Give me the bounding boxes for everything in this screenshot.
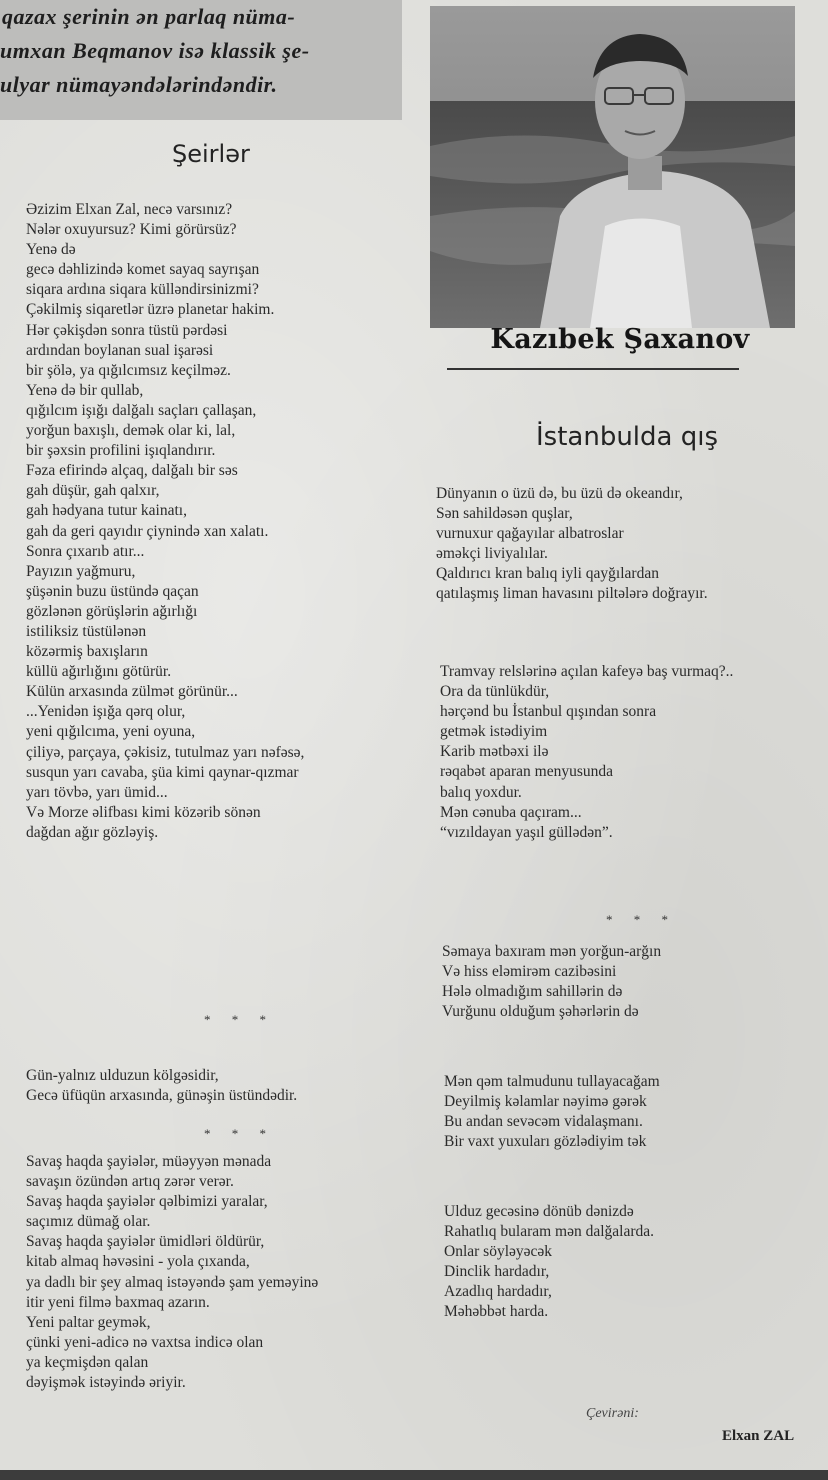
left-poem [26, 200, 304, 843]
poem-line: gah düşür, gah qalxır, [26, 482, 160, 500]
poem-line: qığılcım işığı dalğalı saçları çallaşan, [26, 401, 257, 419]
poem-line: siqara ardına siqara külləndirsinizmi? [26, 281, 259, 299]
poem-line: Gecə üfüqün arxasında, günəşin üstündədir. [26, 1087, 298, 1105]
poem-line: qatılaşmış liman havasını piltələrə doğrayır. [436, 585, 708, 603]
poem-line: Tramvay relslərinə açılan kafeyə baş vurmaq?.. [440, 663, 734, 680]
author-name: Kazıbek Şaxanov [490, 324, 750, 355]
intro-box [0, 0, 402, 120]
translator-name: Elxan ZAL [722, 1428, 795, 1444]
right-stanza-4 [444, 1072, 660, 1152]
section-title: Şeirlər [172, 140, 250, 168]
poem-line: Və hiss eləmirəm cazibəsini [442, 963, 617, 981]
poem-line: bir şəxsin profilini işıqlandırır. [26, 442, 216, 460]
poem-line: rəqabət aparan menyusunda [440, 763, 614, 781]
poem-line: küllü ağırlığını götürür. [26, 663, 172, 681]
left-stanza-3 [26, 1152, 318, 1393]
poem-line: “vızıldayan yaşıl güllədən”. [440, 823, 613, 841]
poem-line: susqun yarı cavaba, şüa kimi qaynar-qızmar [26, 763, 299, 781]
poem-line: itir yeni filmə baxmaq azarın. [26, 1293, 210, 1311]
left-stanza-2 [26, 1066, 297, 1106]
poem-line: dəyişmək istəyində əriyir. [26, 1374, 186, 1392]
poem-line: istiliksiz tüstülənən [26, 622, 147, 640]
poem-line: kitab almaq həvəsini - yola çıxanda, [26, 1253, 250, 1271]
poem-line: Payızın yağmuru, [26, 562, 136, 580]
portrait-image [430, 6, 795, 328]
intro-line: umxan Beqmanov isə klassik şe- [0, 38, 310, 63]
page-edge [0, 1470, 828, 1480]
poem-line: ...Yenidən işığa qərq olur, [26, 703, 186, 721]
poem-line: Onlar söyləyəcək [444, 1243, 553, 1261]
right-stanza-2 [440, 662, 733, 843]
right-stanza-3 [442, 942, 661, 1022]
poem-line: saçımız dümağ olar. [26, 1213, 151, 1231]
translator-label: Çevirəni: [586, 1406, 639, 1421]
stanza-separator: * * * [204, 1126, 275, 1141]
poem-line: yarı tövbə, yarı ümid... [26, 783, 168, 801]
poem-line: Səmaya baxıram mən yorğun-arğın [442, 943, 662, 960]
author-divider [447, 368, 739, 370]
poem-line: Və Morze əlifbası kimi közərib sönən [26, 803, 261, 821]
poem-line: Savaş haqda şayiələr, müəyyən mənada [26, 1153, 272, 1170]
poem-line: Ora da tünlükdür, [440, 683, 550, 701]
poem-line: getmək istədiyim [440, 723, 548, 741]
poem-line: Bir vaxt yuxuları gözlədiyim tək [444, 1133, 647, 1151]
poem-line: Yenə də bir qullab, [26, 381, 144, 399]
right-stanza-1 [436, 484, 708, 605]
poem-line: ya keçmişdən qalan [26, 1353, 149, 1371]
poem-line: Savaş haqda şayiələr qəlbimizi yaralar, [26, 1193, 268, 1211]
poem-line: Gün-yalnız ulduzun kölgəsidir, [26, 1067, 219, 1084]
poem-line: yorğun baxışlı, demək olar ki, lal, [26, 422, 236, 440]
poem-line: Ulduz gecəsinə dönüb dənizdə [444, 1203, 634, 1220]
poem-line: Dinclik hardadır, [444, 1263, 550, 1281]
author-photo [430, 6, 795, 328]
poem-line: dağdan ağır gözləyiş. [26, 823, 159, 841]
poem-line: Yenə də [26, 241, 76, 259]
poem-line: Mən cənuba qaçıram... [440, 803, 582, 821]
poem-line: Karib mətbəxi ilə [440, 743, 549, 761]
intro-line: qazax şerinin ən parlaq nüma- [2, 4, 296, 29]
poem-line: Fəza efirində alçaq, dalğalı bir səs [26, 462, 238, 480]
poem-line: Çəkilmiş siqaretlər üzrə planetar hakim. [26, 301, 275, 319]
poem-line: bir şölə, ya qığılcımsız keçilməz. [26, 361, 231, 379]
poem-line: gah hədyana tutur kainatı, [26, 502, 187, 520]
poem-line: Hələ olmadığım sahillərin də [442, 983, 623, 1001]
poem-line: çiliyə, parçaya, çəkisiz, tutulmaz yarı nəfəsə, [26, 743, 305, 761]
poem-title: İstanbulda qış [536, 422, 718, 452]
poem-line: yeni qığılcıma, yeni oyuna, [26, 723, 196, 741]
poem-line: hərçənd bu İstanbul qışından sonra [440, 703, 657, 721]
poem-line: savaşın özündən artıq zərər verər. [26, 1173, 234, 1191]
poem-line: közərmiş baxışların [26, 643, 148, 661]
poem-line: Azadlıq hardadır, [444, 1283, 552, 1301]
poem-line: ya dadlı bir şey almaq istəyəndə şam yeməyinə [26, 1273, 319, 1291]
intro-line: ulyar nümayəndələrindəndir. [0, 72, 278, 97]
poem-line: Əzizim Elxan Zal, necə varsınız? [26, 201, 233, 218]
poem-line: balıq yoxdur. [440, 783, 522, 801]
poem-line: Məhəbbət harda. [444, 1303, 549, 1321]
poem-line: vurnuxur qağayılar albatroslar [436, 525, 624, 543]
poem-line: Vurğunu olduğum şəhərlərin də [442, 1003, 639, 1021]
poem-line: əməkçi liviyalılar. [436, 545, 548, 563]
poem-line: Rahatlıq bularam mən dalğalarda. [444, 1223, 655, 1241]
poem-line: ardından boylanan sual işarəsi [26, 341, 214, 359]
poem-line: Yeni paltar geymək, [26, 1313, 151, 1331]
poem-line: Sən sahildəsən quşlar, [436, 505, 573, 523]
poem-line: Hər çəkişdən sonra tüstü pərdəsi [26, 321, 228, 339]
right-stanza-5 [444, 1202, 654, 1323]
poem-line: Sonra çıxarıb atır... [26, 542, 145, 560]
poem-line: Külün arxasında zülmət görünür... [26, 683, 238, 701]
poem-line: gah da geri qayıdır çiynində xan xalatı. [26, 522, 269, 540]
poem-line: Bu andan sevəcəm vidalaşmanı. [444, 1113, 643, 1131]
stanza-separator: * * * [606, 912, 677, 927]
poem-line: gözlənən görüşlərin ağırlığı [26, 602, 198, 620]
poem-line: Savaş haqda şayiələr ümidləri öldürür, [26, 1233, 265, 1251]
poem-line: gecə dəhlizində komet sayaq sayrışan [26, 261, 260, 279]
poem-line: Dünyanın o üzü də, bu üzü də okeandır, [436, 485, 683, 502]
poem-line: Deyilmiş kəlamlar nəyimə gərək [444, 1093, 647, 1111]
poem-line: Nələr oxuyursuz? Kimi görürsüz? [26, 221, 237, 239]
poem-line: Mən qəm talmudunu tullayacağam [444, 1073, 660, 1090]
poem-line: şüşənin buzu üstündə qaçan [26, 582, 199, 600]
poem-line: Qaldırıcı kran balıq iyli qayğılardan [436, 565, 659, 583]
stanza-separator: * * * [204, 1012, 275, 1027]
poem-line: çünki yeni-adicə nə vaxtsa indicə olan [26, 1333, 264, 1351]
